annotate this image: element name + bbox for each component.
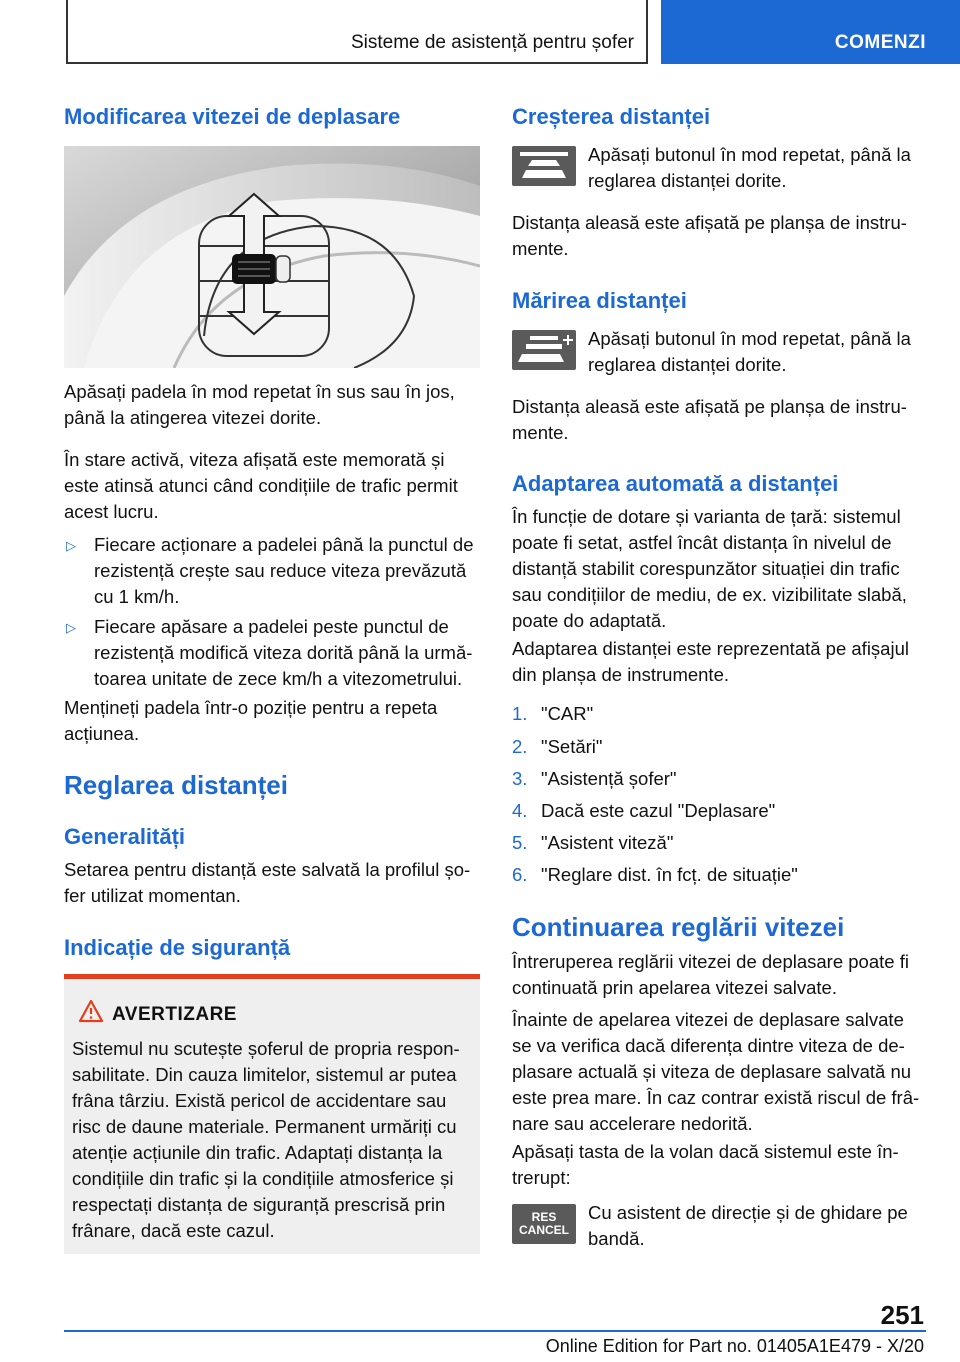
step-number: 5.	[512, 832, 528, 853]
footer-edition: Online Edition for Part no. 01405A1E479 - X/20	[545, 1336, 924, 1356]
header-chapter-title: COMENZI	[834, 32, 926, 53]
step-text: "Asistență șofer"	[541, 768, 677, 789]
header-chapter	[661, 0, 960, 64]
step-number: 2.	[512, 736, 528, 757]
increase-icon-text: Apăsați butonul în mod repetat, până la reglarea distanței dorite.	[588, 144, 911, 191]
bullet-triangle-icon: ▷	[66, 538, 76, 553]
paragraph-increase-display: Distanța aleasă este afișată pe planșa de instru- mente.	[512, 212, 907, 259]
paragraph-hold-paddle: Mențineți padela într-o poziție pentru a repeta acțiunea.	[64, 697, 438, 744]
heading-auto-distance: Adaptarea automată a distanței	[512, 471, 839, 496]
step-text: "CAR"	[541, 703, 594, 724]
step-number: 4.	[512, 800, 528, 821]
steering-wheel-photo	[64, 146, 480, 368]
header-section-title: Sisteme de asistență pentru șofer	[350, 32, 634, 53]
distance-decrease-button-icon	[512, 146, 576, 186]
paragraph-continue-2: Înainte de apelarea vitezei de deplasare salvate se va verifica dacă diferența dintre viteza de de- plasare actuală și viteza de deplasare salvată nu este prea mare. În caz contrar există riscul de frâ- nare sau accelerare nedorită.	[512, 1009, 920, 1134]
heading-increase-distance: Creșterea distanței	[512, 104, 711, 129]
step-number: 3.	[512, 768, 528, 789]
bullet-item: Fiecare apăsare a padelei peste punctul de rezistență modifică viteza dorită până la urmă- toarea unitate de zece km/h a vitezometrului.	[94, 616, 473, 689]
step-text: "Asistent viteză"	[541, 832, 674, 853]
step-text: "Setări"	[541, 736, 603, 757]
paragraph-auto-distance: În funcție de dotare și varianta de țară: sistemul poate fi setat, astfel încât distanța în nivelul de distanță stabilit corespunzător situației din trafic sau condițiilor de mediu, de ex. vizibilitate slabă, poate do adaptată.	[512, 506, 907, 631]
warning-triangle-icon	[78, 999, 104, 1023]
bullet-item: Fiecare acționare a padelei până la punctul de rezistență crește sau reduce viteza prevăzută cu 1 km/h.	[94, 534, 474, 607]
paragraph-general: Setarea pentru distanță este salvată la profilul șo- fer utilizat momentan.	[64, 859, 471, 906]
step-text: "Reglare dist. în fcț. de situație"	[541, 864, 798, 885]
heading-distance-control: Reglarea distanței	[64, 770, 288, 800]
footer-divider	[64, 1330, 926, 1332]
step-number: 1.	[512, 703, 528, 724]
warning-title: AVERTIZARE	[112, 1004, 237, 1025]
heading-general: Generalități	[64, 824, 186, 849]
heading-continue-speed: Continuarea reglării vitezei	[512, 912, 845, 942]
paragraph-continue-1: Întreruperea reglării vitezei de deplasare poate fi continuată prin apelarea vitezei salvate.	[512, 951, 909, 998]
step-text: Dacă este cazul "Deplasare"	[541, 800, 776, 821]
paragraph-enlarge-display: Distanța aleasă este afișată pe planșa de instru- mente.	[512, 396, 907, 443]
step-number: 6.	[512, 864, 528, 885]
res-cancel-button-icon: RES CANCEL	[512, 1204, 576, 1244]
enlarge-icon-text: Apăsați butonul în mod repetat, până la reglarea distanței dorite.	[588, 328, 911, 375]
distance-increase-button-icon	[512, 330, 576, 370]
heading-speed-change: Modificarea vitezei de deplasare	[64, 104, 401, 129]
paragraph-continue-3: Apăsați tasta de la volan dacă sistemul este în- trerupt:	[512, 1141, 899, 1188]
res-cancel-text: Cu asistent de direcție și de ghidare pe bandă.	[588, 1202, 908, 1249]
warning-text: Sistemul nu scutește șoferul de propria respon- sabilitate. Din cauza limitelor, sistemul ar putea frâna târziu. Există pericol de accidentare sau risc de daune materiale. Permanent urmăriți cu atenție acțiunile din trafic. Adaptați distanța la condițiile din trafic și la condițiile atmosferice și respectați distanța de siguranță prescrisă prin frânare, dacă este cazul.	[72, 1038, 460, 1241]
header-section	[66, 0, 648, 64]
warning-box	[64, 974, 480, 1254]
bullet-triangle-icon: ▷	[66, 620, 76, 635]
page-number: 251	[880, 1300, 924, 1330]
paragraph-press-paddle: Apăsați padela în mod repetat în sus sau în jos, până la atingerea vitezei dorite.	[64, 381, 455, 428]
heading-enlarge-distance: Mărirea distanței	[512, 288, 687, 313]
heading-safety: Indicație de siguranță	[64, 935, 291, 960]
paragraph-auto-display: Adaptarea distanței este reprezentată pe afișajul din planșa de instrumente.	[512, 638, 909, 685]
paragraph-active-state: În stare activă, viteza afișată este memorată și este atinsă atunci când condițiile de trafic permit acest lucru.	[64, 449, 458, 522]
